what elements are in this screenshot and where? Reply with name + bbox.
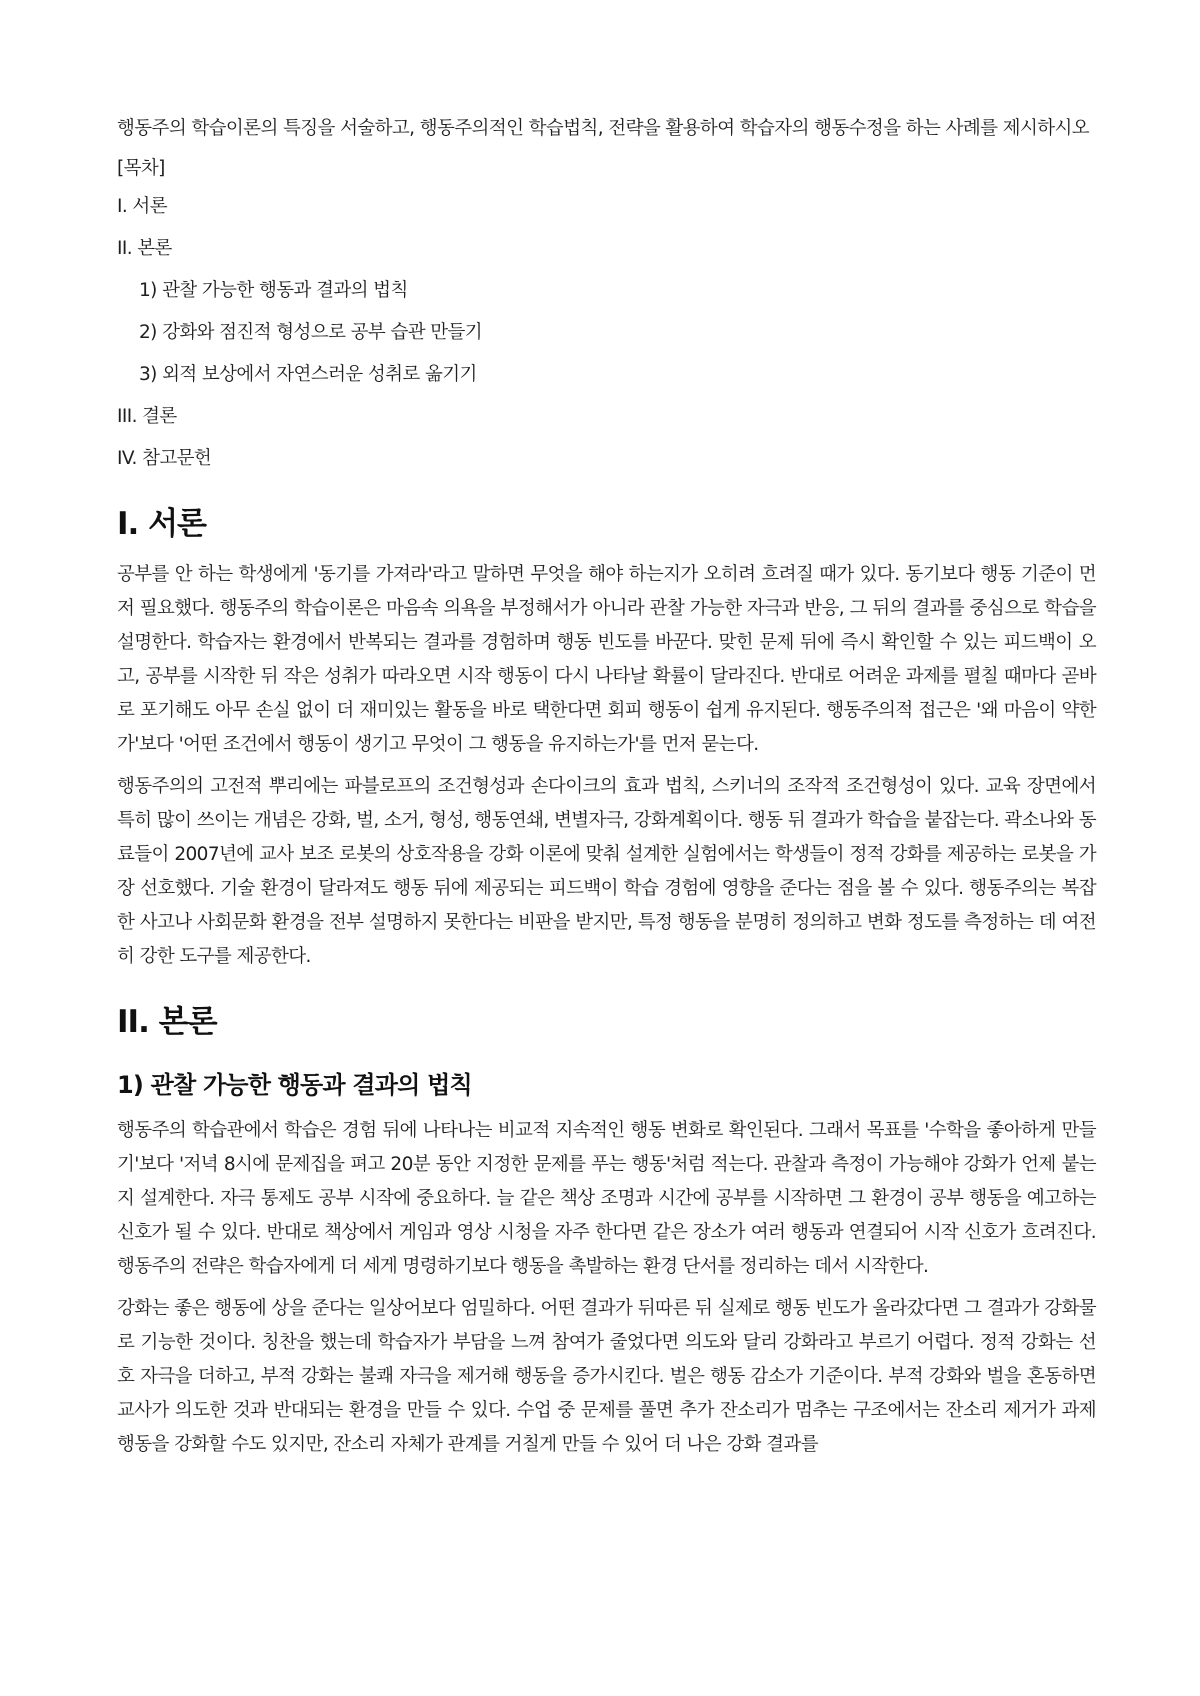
body-paragraph: 공부를 안 하는 학생에게 '동기를 가져라'라고 말하면 무엇을 해야 하는지가 오히려 흐려질 때가 있다. 동기보다 행동 기준이 먼저 필요했다. 행동주의 학습이론은 마음속 의욕을 부정해서가 아니라 관찰 가능한 자극과 반응, 그 뒤의 결과를 중심으로 학습을 설명한다. 학습자는 환경에서 반복되는 결과를 경험하며 행동 빈도를 바꾼다. 맞힌 문제 뒤에 즉시 확인할 수 있는 피드백이 오고, 공부를 시작한 뒤 작은 성취가 따라오면 시작 행동이 다시 나타날 확률이 달라진다. 반대로 어려운 과제를 펼칠 때마다 곧바로 포기해도 아무 손실 없이 더 재미있는 활동을 바로 택한다면 회피 행동이 쉽게 유지된다. 행동주의적 접근은 '왜 마음이 약한가'보다 '어떤 조건에서 행동이 생기고 무엇이 그 행동을 유지하는가'를 먼저 묻는다.: [117, 564, 1096, 755]
body-paragraph: 행동주의의 고전적 뿌리에는 파블로프의 조건형성과 손다이크의 효과 법칙, 스키너의 조작적 조건형성이 있다. 교육 장면에서 특히 많이 쓰이는 개념은 강화, 벌, 소거, 형성, 행동연쇄, 변별자극, 강화계획이다. 행동 뒤 결과가 학습을 붙잡는다. 곽소나와 동료들이 2007년에 교사 보조 로봇의 상호작용을 강화 이론에 맞춰 설계한 실험에서는 학생들이 정적 강화를 제공하는 로봇을 가장 선호했다. 기술 환경이 달라져도 행동 뒤에 제공되는 피드백이 학습 경험에 영향을 준다는 점을 볼 수 있다. 행동주의는 복잡한 사고나 사회문화 환경을 전부 설명하지 못한다는 비판을 받지만, 특정 행동을 분명히 정의하고 변화 정도를 측정하는 데 여전히 강한 도구를 제공한다.: [117, 776, 1096, 967]
assignment-prompt: 행동주의 학습이론의 특징을 서술하고, 행동주의적인 학습법칙, 전략을 활용하여 학습자의 행동수정을 하는 사례를 제시하시오: [117, 118, 1090, 139]
toc-item: I. 서론: [117, 196, 167, 217]
toc-item: 3) 외적 보상에서 자연스러운 성취로 옮기기: [139, 364, 477, 385]
toc-item: IV. 참고문헌: [117, 448, 212, 469]
body-paragraph: 강화는 좋은 행동에 상을 준다는 일상어보다 엄밀하다. 어떤 결과가 뒤따른 뒤 실제로 행동 빈도가 올라갔다면 그 결과가 강화물로 기능한 것이다. 칭찬을 했는데 학습자가 부담을 느껴 참여가 줄었다면 의도와 달리 강화라고 부르기 어렵다. 정적 강화는 선호 자극을 더하고, 부적 강화는 불쾌 자극을 제거해 행동을 증가시킨다. 벌은 행동 감소가 기준이다. 부적 강화와 벌을 혼동하면 교사가 의도한 것과 반대되는 환경을 만들 수 있다. 수업 중 문제를 풀면 추가 잔소리가 멈추는 구조에서는 잔소리 제거가 과제 행동을 강화할 수도 있지만, 잔소리 자체가 관계를 거칠게 만들 수 있어 더 나은 강화 결과를: [117, 1298, 1096, 1455]
body-paragraph: 행동주의 학습관에서 학습은 경험 뒤에 나타나는 비교적 지속적인 행동 변화로 확인된다. 그래서 목표를 '수학을 좋아하게 만들기'보다 '저녁 8시에 문제집을 펴고 20분 동안 지정한 문제를 푸는 행동'처럼 적는다. 관찰과 측정이 가능해야 강화가 언제 붙는지 설계한다. 자극 통제도 공부 시작에 중요하다. 늘 같은 책상 조명과 시간에 공부를 시작하면 그 환경이 공부 행동을 예고하는 신호가 될 수 있다. 반대로 책상에서 게임과 영상 시청을 자주 한다면 같은 장소가 여러 행동과 연결되어 시작 신호가 흐려진다. 행동주의 전략은 학습자에게 더 세게 명령하기보다 행동을 촉발하는 환경 단서를 정리하는 데서 시작한다.: [117, 1120, 1096, 1277]
toc-item: 1) 관찰 가능한 행동과 결과의 법칙: [139, 280, 408, 301]
toc-title: [목차]: [117, 158, 165, 179]
toc-item: 2) 강화와 점진적 형성으로 공부 습관 만들기: [139, 322, 483, 343]
toc-item: III. 결론: [117, 406, 177, 427]
section-heading-main-body: II. 본론: [117, 1004, 217, 1040]
toc-item: II. 본론: [117, 238, 172, 259]
section-heading-introduction: I. 서론: [117, 506, 206, 542]
table-of-contents: [117, 152, 1096, 476]
subsection-heading: 1) 관찰 가능한 행동과 결과의 법칙: [117, 1071, 472, 1099]
